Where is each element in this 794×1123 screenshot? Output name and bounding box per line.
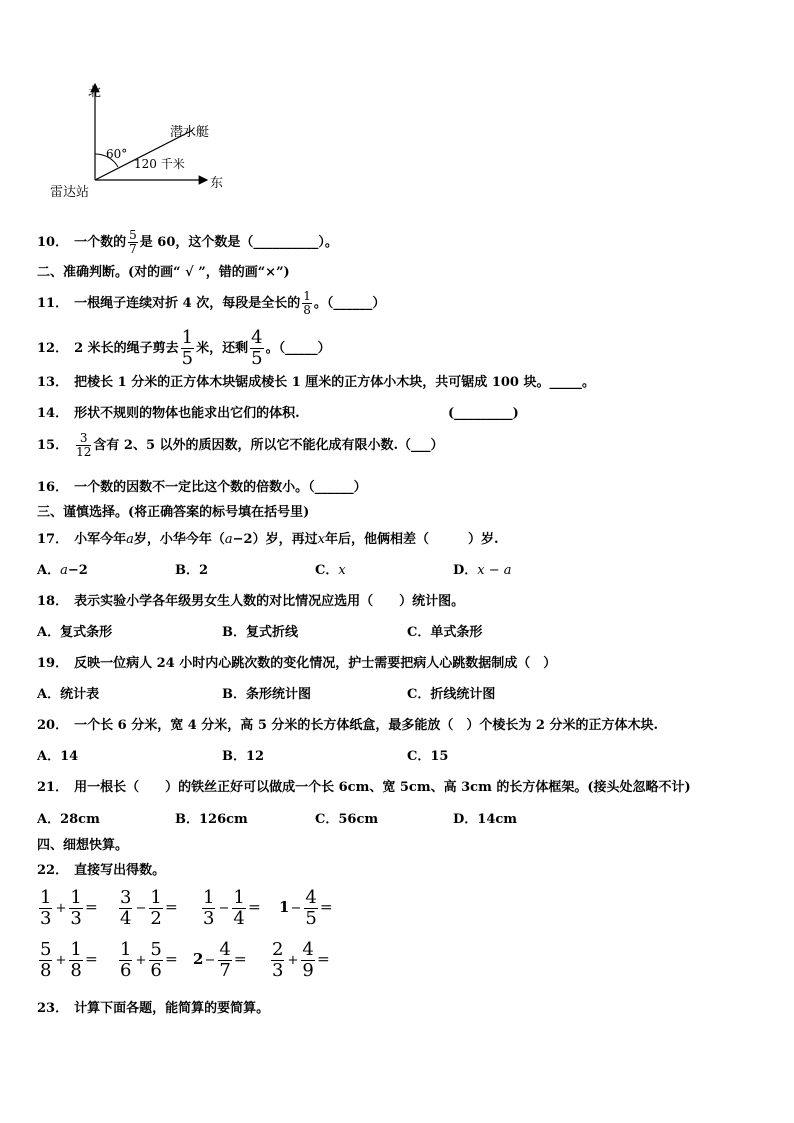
option-a[interactable]: A．28cm (37, 812, 100, 827)
option-a[interactable]: A．统计表 (37, 687, 100, 702)
option-b[interactable]: B．126cm (175, 812, 248, 827)
question-14: 14． 形状不规则的物体也能求出它们的体积. (37, 406, 300, 421)
section-3-heading: 三、谨慎选择。(将正确答案的标号填在括号里) (37, 505, 310, 520)
north-label: 北 (88, 85, 102, 100)
option-b[interactable]: B．2 (175, 563, 209, 578)
section-4-heading: 四、细想快算。 (37, 838, 129, 853)
question-23: 23． 计算下面各题，能简算的要简算。 (37, 1001, 270, 1016)
calc-item: $\frac{1}{6}$ + $\frac{5}{6}$ ＝ (120, 939, 178, 981)
option-b[interactable]: B．12 (222, 749, 265, 764)
question-17: 17． 小军今年a岁，小华今年（a−2）岁，再过x年后，他俩相差（ ）岁. (37, 532, 499, 547)
option-d[interactable]: D．x − a (453, 563, 512, 578)
question-13: 13． 把棱长 1 分米的正方体木块锯成棱长 1 厘米的正方体小木块，共可锯成 100 块。_____。 (37, 375, 595, 390)
origin-label: 雷达站 (50, 185, 90, 200)
option-d[interactable]: D．14cm (453, 812, 518, 827)
calc-item: $\frac{1}{3}$ + $\frac{1}{3}$ ＝ (40, 887, 98, 929)
angle-label: 60° (106, 147, 128, 161)
target-label: 潜水艇 (170, 125, 210, 140)
question-18: 18． 表示实验小学各年级男女生人数的对比情况应选用（ ）统计图。 (37, 594, 465, 609)
question-21: 21． 用一根长（ ）的铁丝正好可以做成一个长 6cm、宽 5cm、高 3cm 的长方体框架。(接头处忽略不计) (37, 780, 691, 795)
fraction: $\frac{3}{12}$ (76, 431, 92, 459)
calc-item: $\frac{5}{8}$ + $\frac{1}{8}$ ＝ (40, 939, 98, 981)
calc-item: $\frac{1}{3}$ − $\frac{1}{4}$ ＝ (203, 887, 261, 929)
answer-blank[interactable]: (_________) (448, 406, 519, 421)
option-c[interactable]: C．折线统计图 (407, 687, 496, 702)
option-a[interactable]: A．a−2 (37, 563, 88, 578)
question-10: 10． 一个数的 $\frac{5}{7}$ 是 60，这个数是（__________）。 (37, 228, 338, 256)
option-b[interactable]: B．条形统计图 (222, 687, 311, 702)
distance-label: 120 千米 (134, 157, 185, 171)
option-a[interactable]: A．14 (37, 749, 79, 764)
fraction: $\frac{5}{7}$ (129, 228, 137, 256)
fraction: $\frac{1}{5}$ (181, 327, 194, 369)
east-label: 东 (210, 176, 224, 191)
option-c[interactable]: C．15 (407, 749, 449, 764)
section-2-heading: 二、准确判断。(对的画“ √ ”，错的画“×”) (37, 265, 290, 280)
question-22: 22． 直接写出得数。 (37, 863, 166, 878)
question-20: 20． 一个长 6 分米，宽 4 分米，高 5 分米的长方体纸盒，最多能放（ ）个棱长为 2 分米的正方体木块. (37, 718, 659, 733)
question-11: 11． 一根绳子连续对折 4 次，每段是全长的 $\frac{1}{8}$ 。（______） (37, 289, 386, 317)
option-c[interactable]: C．56cm (315, 812, 379, 827)
question-16: 16． 一个数的因数不一定比这个数的倍数小。（______） (37, 480, 367, 495)
question-19: 19． 反映一位病人 24 小时内心跳次数的变化情况，护士需要把病人心跳数据制成（ ） (37, 656, 557, 671)
direction-diagram (0, 0, 794, 210)
option-c[interactable]: C．单式条形 (407, 625, 483, 640)
question-15: 15． $\frac{3}{12}$ 含有 2、5 以外的质因数，所以它不能化成有限小数.（___） (37, 431, 444, 459)
option-a[interactable]: A．复式条形 (37, 625, 113, 640)
calc-item: 2− $\frac{4}{7}$ ＝ (193, 939, 247, 981)
fraction: $\frac{1}{8}$ (303, 289, 311, 317)
question-12: 12． 2 米长的绳子剪去 $\frac{1}{5}$ 米，还剩 $\frac{4}{5}$ 。（_____） (37, 327, 331, 369)
option-c[interactable]: C．x (315, 563, 346, 578)
option-b[interactable]: B．复式折线 (222, 625, 298, 640)
fraction: $\frac{4}{5}$ (251, 327, 263, 369)
calc-item: $\frac{2}{3}$ + $\frac{4}{9}$ ＝ (272, 939, 330, 981)
calc-item: $\frac{3}{4}$ − $\frac{1}{2}$ ＝ (120, 887, 178, 929)
calc-item: 1− $\frac{4}{5}$ ＝ (279, 887, 333, 929)
